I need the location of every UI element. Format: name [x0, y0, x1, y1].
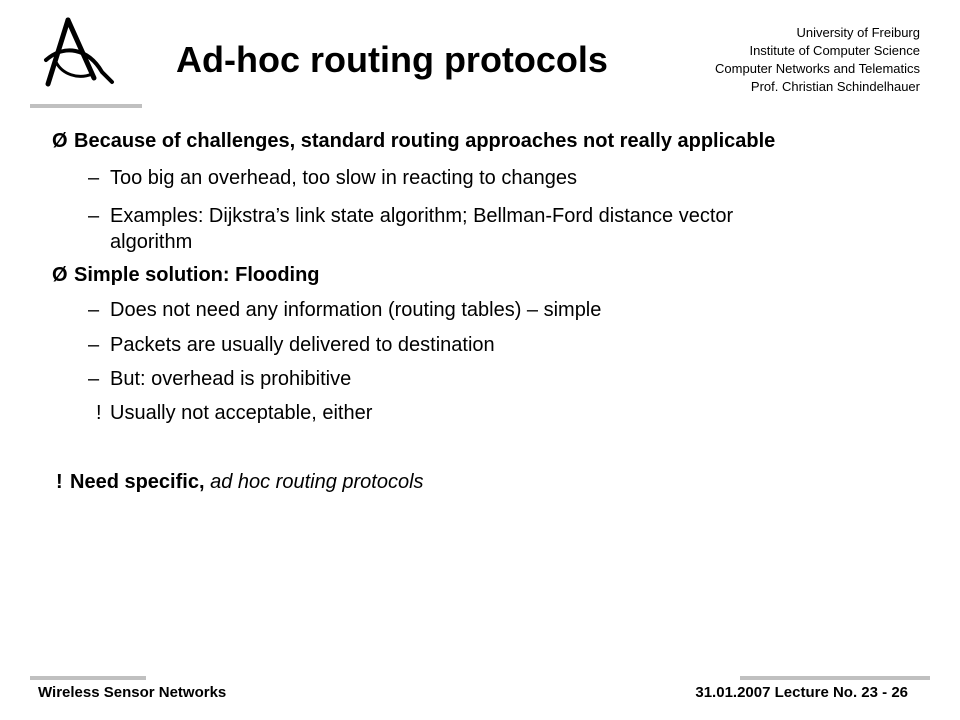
- university-logo: [38, 14, 118, 94]
- bullet-1-text: Because of challenges, standard routing approaches not really applicable: [74, 130, 776, 152]
- bullet-2-text: Simple solution: Flooding: [74, 264, 320, 286]
- implies-marker-icon: !: [96, 402, 102, 424]
- footer-lecture: 31.01.2007 Lecture No. 23 - 26: [695, 684, 908, 701]
- footer-course: Wireless Sensor Networks: [38, 684, 227, 701]
- bullet-2-sub-1: [88, 297, 601, 323]
- affiliation-department: Computer Networks and Telematics: [715, 61, 920, 76]
- sub-text: But: overhead is prohibitive: [110, 368, 352, 390]
- arrow-bullet-icon: Ø: [52, 264, 68, 286]
- dash-marker: –: [88, 167, 100, 189]
- bullet-1-sub-1: [88, 165, 577, 191]
- affiliation-institute: Institute of Computer Science: [749, 43, 920, 58]
- conclusion-sub: [96, 400, 372, 426]
- sub-text: Examples: Dijkstra’s link state algorithm; Bellman-Ford distance vector: [110, 205, 734, 227]
- dash-marker: –: [88, 299, 100, 321]
- bullet-1: [52, 128, 775, 154]
- conclusion-bold-text: Need specific,: [70, 471, 205, 493]
- affiliation-block: [715, 24, 920, 96]
- header-divider: [30, 104, 142, 108]
- footer-divider-left: [30, 676, 146, 680]
- dash-marker: –: [88, 334, 100, 356]
- bullet-1-sub-2: [88, 203, 733, 229]
- implies-marker-icon: !: [56, 471, 63, 493]
- bullet-2-sub-2: [88, 332, 495, 358]
- conclusion-main: [56, 469, 424, 495]
- sub-text: algorithm: [110, 231, 193, 253]
- dash-marker: –: [88, 205, 100, 227]
- sub-text: Packets are usually delivered to destination: [110, 334, 495, 356]
- affiliation-university: University of Freiburg: [796, 25, 920, 40]
- bullet-1-sub-2-continued: [110, 229, 192, 255]
- affiliation-professor: Prof. Christian Schindelhauer: [750, 79, 920, 94]
- bullet-2-sub-3: [88, 366, 351, 392]
- footer-divider-right: [740, 676, 930, 680]
- arrow-bullet-icon: Ø: [52, 130, 68, 152]
- page-title: Ad-hoc routing protocols: [176, 39, 608, 80]
- bullet-2: [52, 262, 320, 288]
- conclusion-italic-text: ad hoc routing protocols: [210, 471, 424, 493]
- sub-text: Too big an overhead, too slow in reacting to changes: [110, 167, 577, 189]
- conclusion-sub-text: Usually not acceptable, either: [110, 402, 373, 424]
- dash-marker: –: [88, 368, 100, 390]
- sub-text: Does not need any information (routing tables) – simple: [110, 299, 602, 321]
